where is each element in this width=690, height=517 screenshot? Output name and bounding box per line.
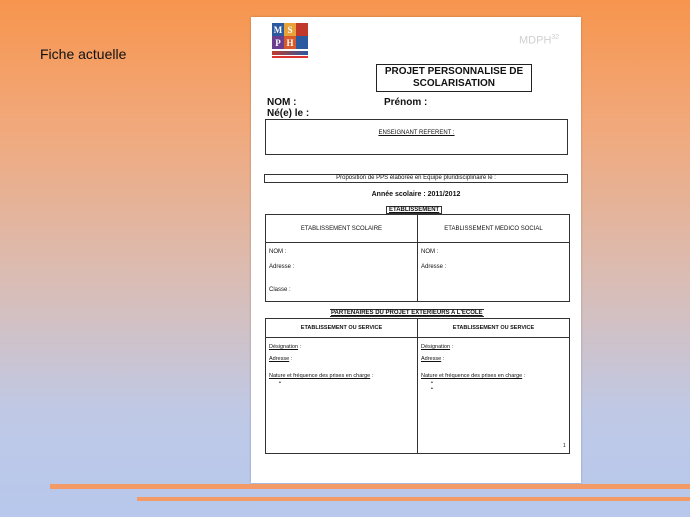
service-cell-1: Désignation : Adresse : Nature et fréquence des prises en charge : •	[266, 338, 418, 454]
col-medico-social: ETABLISSEMENT MEDICO SOCIAL	[418, 215, 570, 243]
document-page	[251, 17, 581, 483]
mdph-logo: M S P H	[272, 23, 308, 61]
mdph-watermark: MDPH$^{32}$	[519, 34, 560, 47]
document-title: PROJET PERSONNALISE DE SCOLARISATION	[376, 64, 532, 92]
decorative-stripe-bottom	[137, 497, 690, 501]
birthdate-label: Né(e) le :	[267, 108, 310, 119]
annee-scolaire: Année scolaire : 2011/2012	[371, 191, 461, 198]
partenaires-table	[265, 318, 570, 454]
etablissement-heading: ETABLISSEMENT	[386, 206, 442, 214]
partenaires-heading: PARTENAIRES DU PROJET EXTERIEURS A L'ECOLE	[331, 310, 483, 316]
enseignant-referent-box: ENSEIGNANT REFERENT :	[265, 119, 568, 155]
col-service-2: ETABLISSEMENT OU SERVICE	[418, 319, 570, 338]
prenom-label: Prénom :	[384, 97, 428, 108]
slide-title: Fiche actuelle	[40, 46, 127, 62]
col-scolaire: ETABLISSEMENT SCOLAIRE	[266, 215, 418, 243]
medico-cell: NOM : Adresse :	[418, 243, 570, 302]
service-cell-2: Désignation : Adresse : Nature et fréquence des prises en charge : • •	[418, 338, 570, 454]
proposition-box: Proposition de PPS élaborée en Equipe pluridisciplinaire le :	[264, 174, 568, 183]
col-service-1: ETABLISSEMENT OU SERVICE	[266, 319, 418, 338]
etablissement-table	[265, 214, 570, 302]
page-number: 1	[563, 443, 566, 449]
decorative-stripe-top	[50, 484, 690, 489]
nom-label: NOM :	[267, 97, 297, 108]
scolaire-cell: NOM : Adresse : Classe :	[266, 243, 418, 302]
